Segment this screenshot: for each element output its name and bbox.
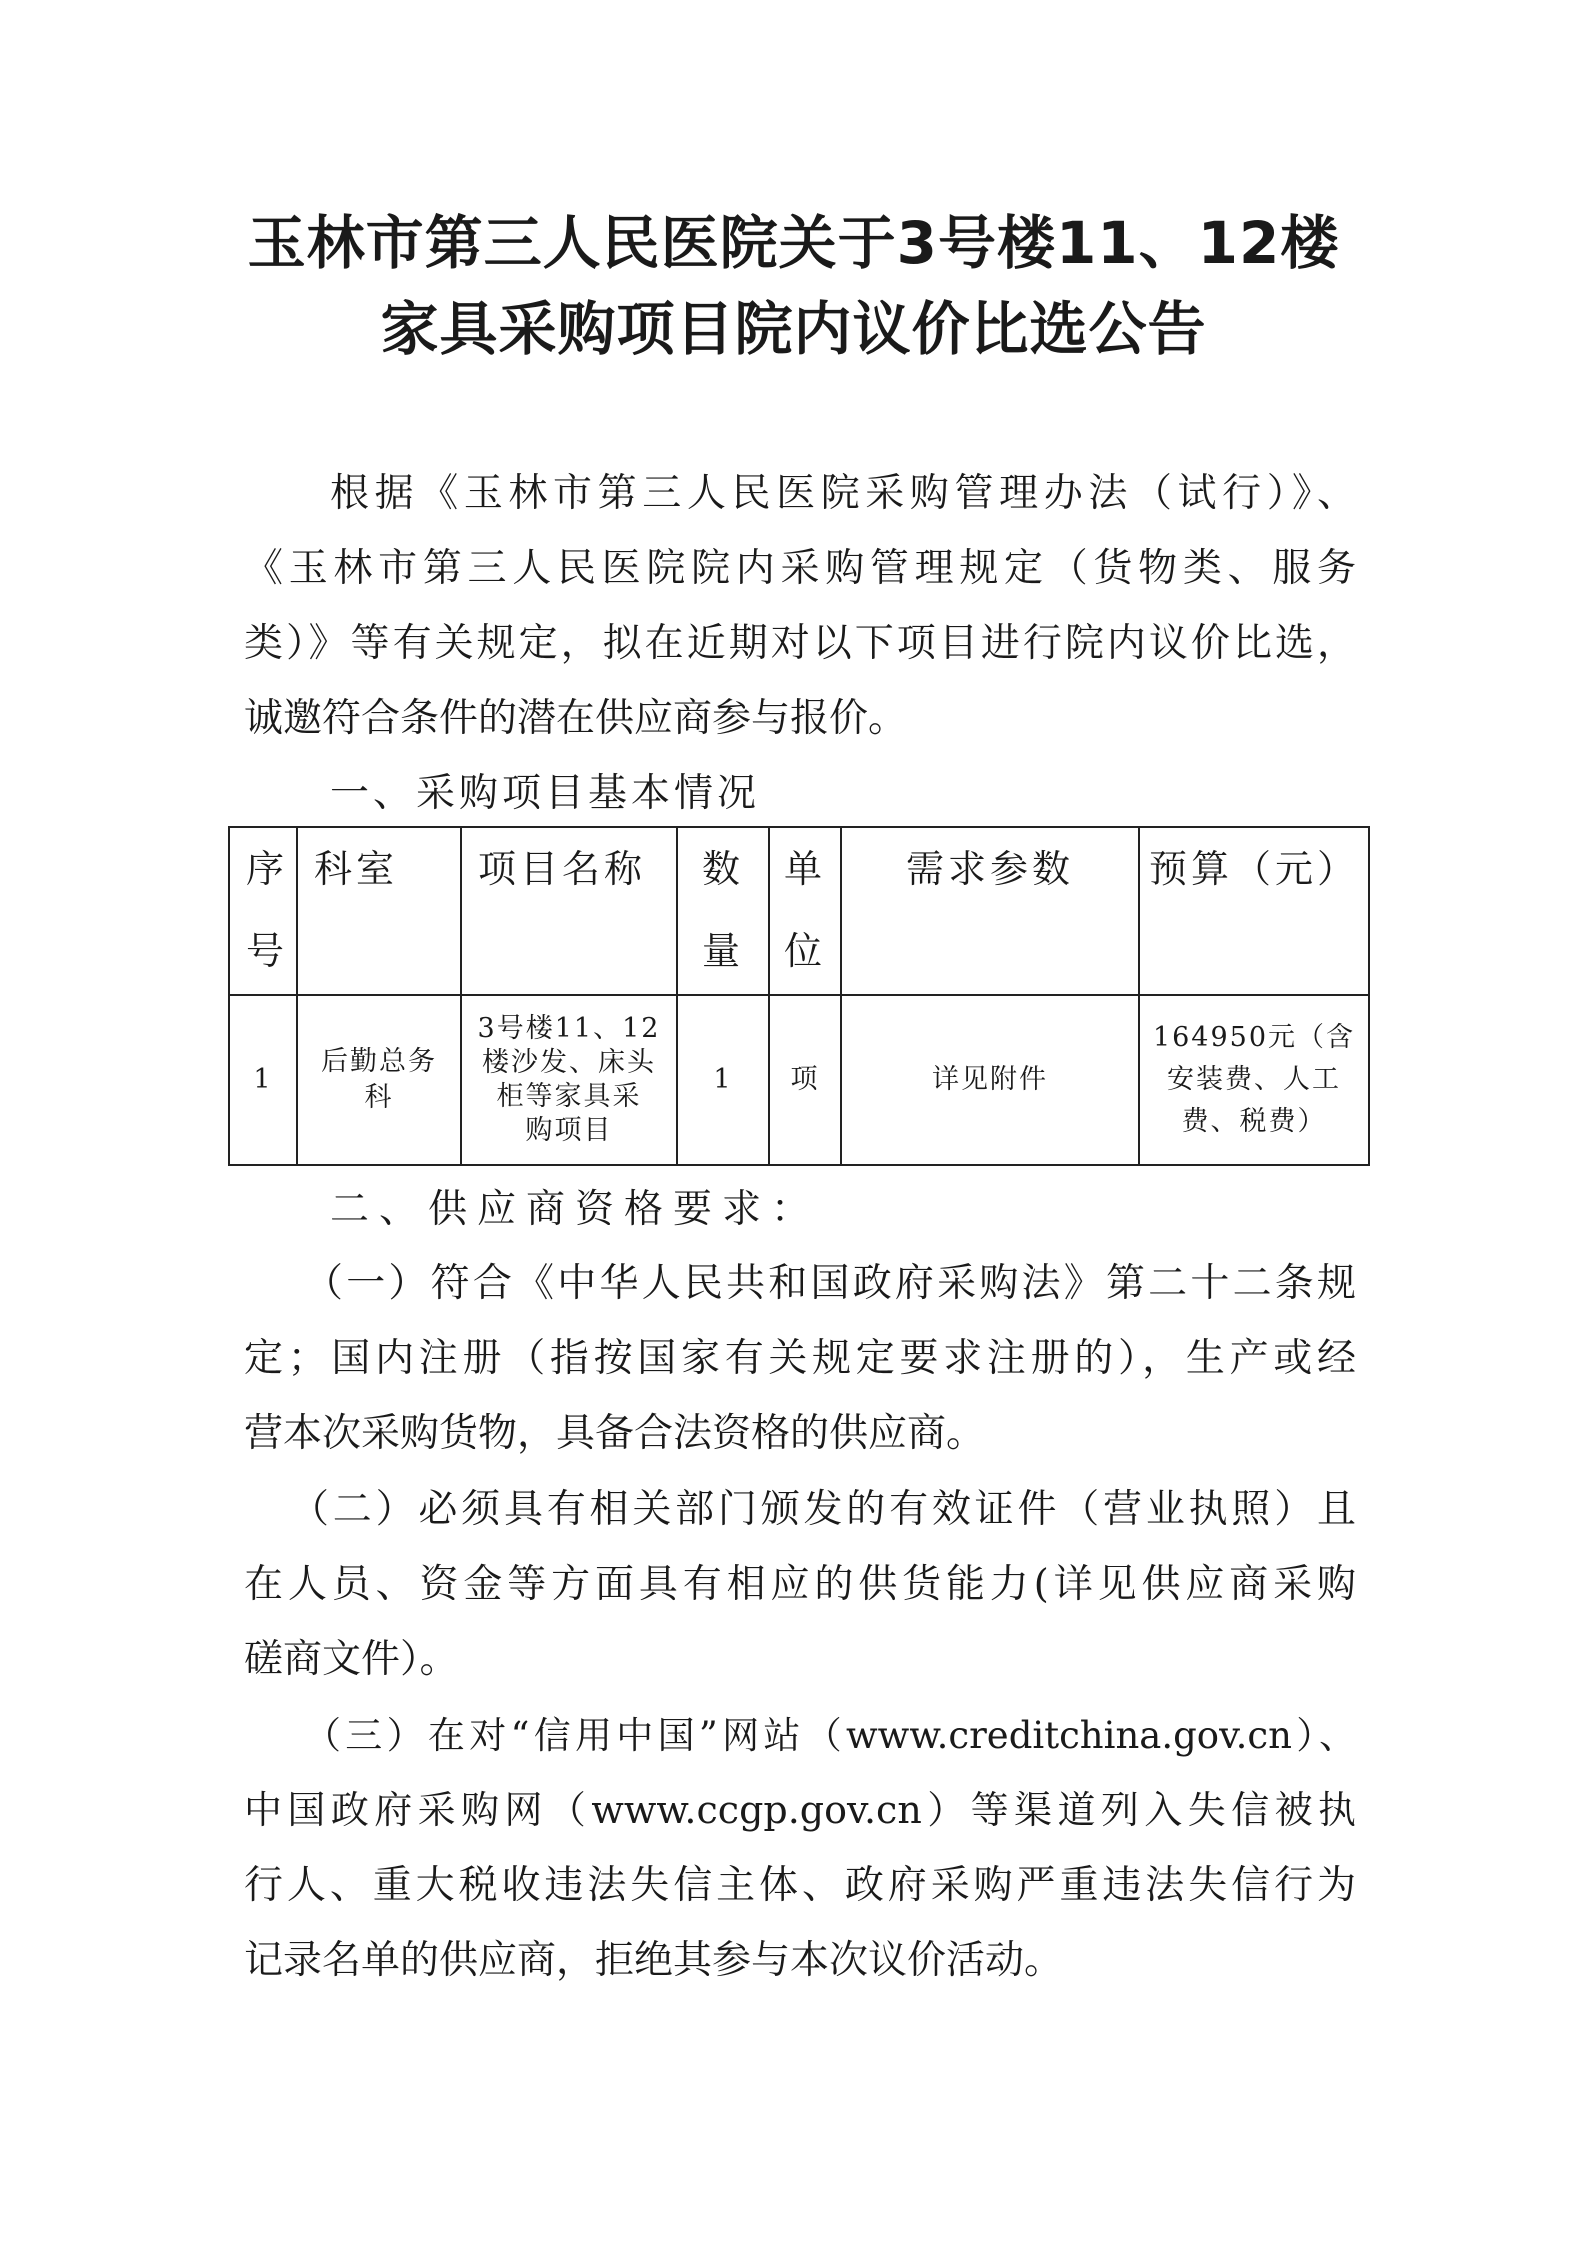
qualification-line: 行人、重大税收违法失信主体、政府采购严重违法失信行为: [244, 1863, 1356, 1908]
table-row: [229, 995, 1369, 1165]
intro-line: 根据《玉林市第三人民医院采购管理办法（试行）》、: [330, 471, 1356, 516]
intro-paragraph: [244, 456, 1356, 756]
qualification-line: 记录名单的供应商，拒绝其参与本次议价活动。: [244, 1938, 1064, 1983]
section-1-heading: 一、采购项目基本情况: [330, 771, 761, 816]
qualification-line: （三）在对“信用中国”网站（www.creditchina.gov.cn）、: [304, 1714, 1356, 1757]
table-header-row: [229, 827, 1369, 995]
title-line-2: 家具采购项目院内议价比选公告: [380, 295, 1207, 363]
intro-line: 类）》等有关规定，拟在近期对以下项目进行院内议价比选，: [244, 621, 1356, 666]
document-title: [200, 200, 1387, 372]
section-2-heading: 二、供应商资格要求：: [330, 1187, 821, 1232]
qualification-item-2: [244, 1472, 1356, 1697]
header-requirements: 需求参数: [841, 827, 1139, 995]
qualification-line: 中国政府采购网（www.ccgp.gov.cn）等渠道列入失信被执: [244, 1788, 1356, 1832]
header-qty: 数 量: [677, 827, 769, 995]
qualification-line: 在人员、资金等方面具有相应的供货能力(详见供应商采购: [244, 1562, 1356, 1607]
qualification-line: 营本次采购货物，具备合法资格的供应商。: [244, 1411, 986, 1456]
cell-name: 3号楼11、12 楼沙发、床头 柜等家具采 购项目: [461, 995, 677, 1165]
header-unit: 单 位: [769, 827, 841, 995]
qualification-line: （一）符合《中华人民共和国政府采购法》第二十二条规: [304, 1261, 1356, 1306]
cell-budget: 164950元（含 安装费、人工 费、税费）: [1139, 995, 1369, 1165]
cell-dept: 后勤总务 科: [297, 995, 461, 1165]
intro-line: 诚邀符合条件的潜在供应商参与报价。: [244, 696, 908, 741]
cell-no: 1: [229, 995, 297, 1165]
header-name: 项目名称: [461, 827, 677, 995]
qualification-line: 磋商文件）。: [244, 1637, 459, 1682]
header-no: 序 号: [229, 827, 297, 995]
procurement-table: [228, 826, 1370, 1166]
cell-qty: 1: [677, 995, 769, 1165]
title-line-1: 玉林市第三人民医院关于3号楼11、12楼: [247, 209, 1340, 277]
qualification-line: 定；国内注册（指按国家有关规定要求注册的），生产或经: [244, 1336, 1356, 1381]
cell-unit: 项: [769, 995, 841, 1165]
qualification-line: （二）必须具有相关部门颁发的有效证件（营业执照）且: [290, 1487, 1356, 1532]
qualification-item-1: [244, 1246, 1356, 1471]
intro-line: 《玉林市第三人民医院院内采购管理规定（货物类、服务: [244, 546, 1356, 591]
qualification-item-3: [244, 1698, 1356, 1998]
cell-requirements: 详见附件: [841, 995, 1139, 1165]
header-dept: 科室: [297, 827, 461, 995]
header-budget: 预算（元）: [1139, 827, 1369, 995]
